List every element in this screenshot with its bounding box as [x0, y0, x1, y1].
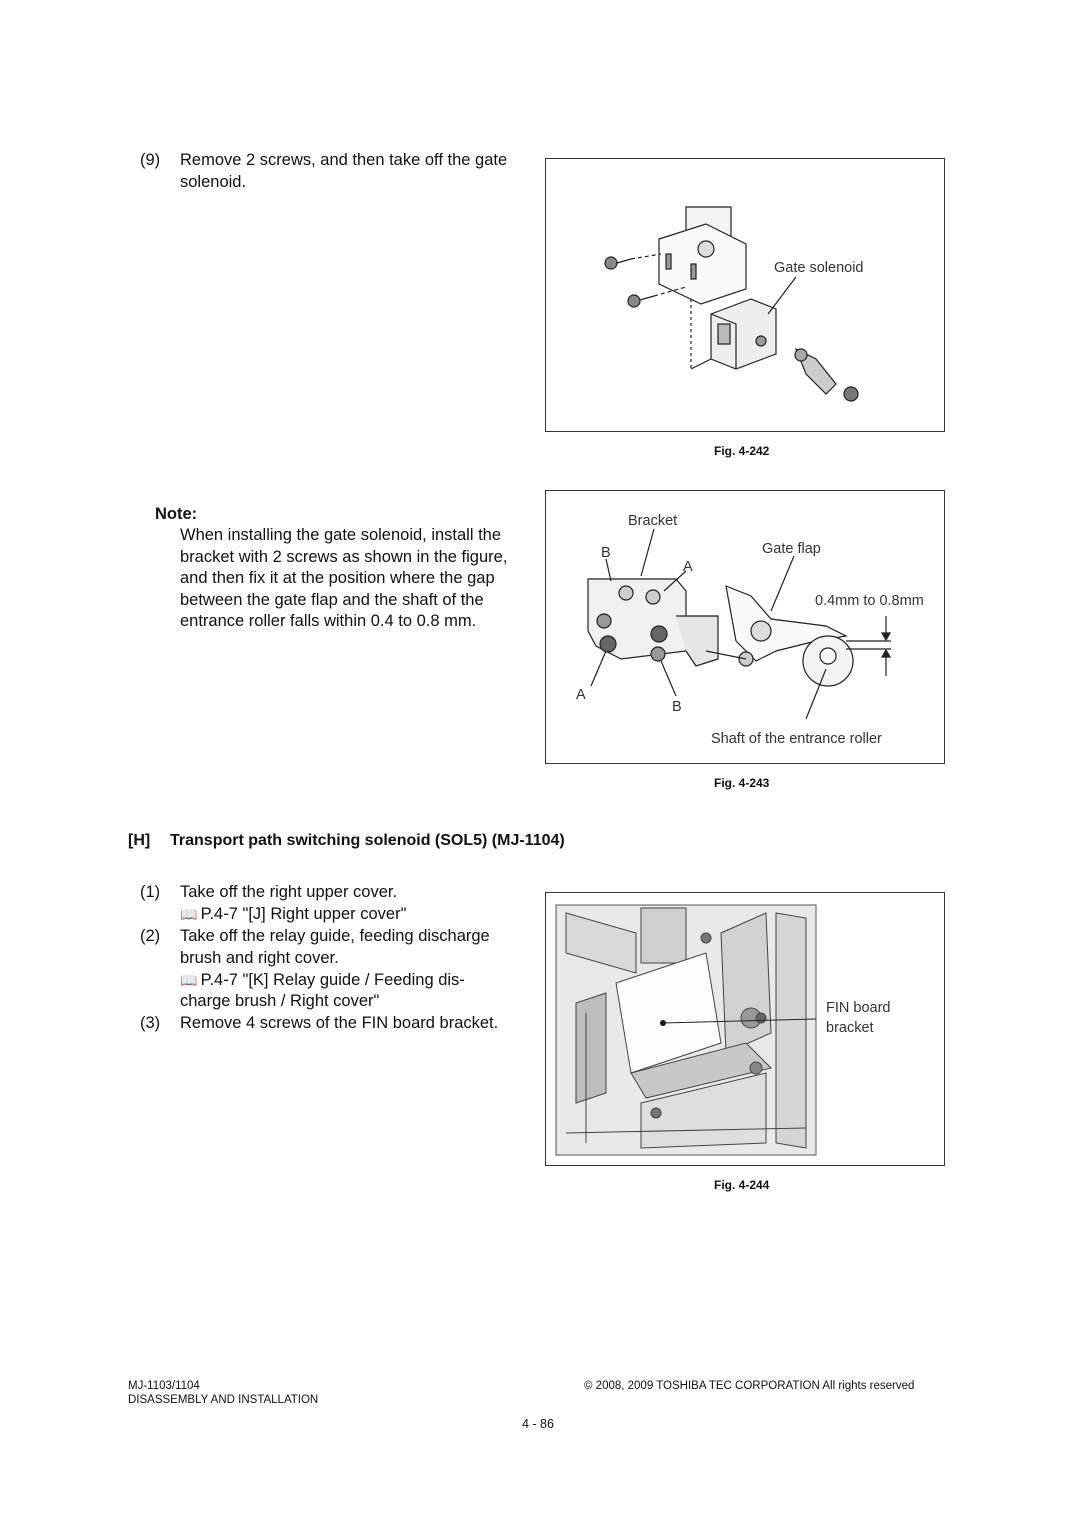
figure-244-caption: Fig. 4-244: [714, 1178, 770, 1192]
gate-solenoid-label: Gate solenoid: [774, 260, 864, 276]
step-1-reference-text: P.4-7 "[J] Right upper cover": [200, 905, 407, 923]
step-3-number: (3): [140, 1014, 161, 1032]
step-2-text-line1: Take off the relay guide, feeding discharge: [180, 927, 490, 945]
figure-242-caption: Fig. 4-242: [714, 444, 770, 458]
fin-board-label-line2: bracket: [826, 1020, 874, 1036]
gate-flap-label: Gate flap: [762, 541, 821, 557]
section-h-tag: [H]: [128, 832, 151, 849]
step-9-number: (9): [140, 151, 161, 169]
shaft-label: Shaft of the entrance roller: [711, 731, 882, 747]
footer-model: MJ-1103/1104: [128, 1380, 200, 1392]
gap-label: 0.4mm to 0.8mm: [815, 593, 924, 609]
step-9-text-line2: solenoid.: [180, 173, 247, 191]
step-2-reference-line2: charge brush / Right cover": [180, 992, 380, 1010]
step-2-number: (2): [140, 927, 161, 945]
step-2-reference-line1: P.4-7 "[K] Relay guide / Feeding dis-: [200, 971, 465, 989]
letter-b-bottom: B: [672, 699, 682, 715]
step-1-number: (1): [140, 883, 161, 901]
letter-b-top: B: [601, 545, 611, 561]
page-number: 4 - 86: [522, 1417, 554, 1431]
step-1-reference[interactable]: [180, 904, 406, 926]
note-line-5: entrance roller falls within 0.4 to 0.8 mm.: [180, 612, 477, 630]
gate-flap-adjustment-illustration: [546, 491, 944, 763]
fin-board-bracket-photo: [546, 893, 944, 1165]
fin-board-label-line1: FIN board: [826, 1000, 891, 1016]
note-line-1: When installing the gate solenoid, install the: [180, 526, 502, 544]
step-1-text: Take off the right upper cover.: [180, 883, 398, 901]
letter-a-bottom: A: [576, 687, 586, 703]
note-line-4: between the gate flap and the shaft of the: [180, 591, 484, 609]
note-title: Note:: [155, 505, 198, 523]
letter-a-top: A: [683, 559, 693, 575]
step-2-reference[interactable]: [180, 970, 465, 992]
footer-copyright: © 2008, 2009 TOSHIBA TEC CORPORATION All rights reserved: [584, 1380, 915, 1392]
book-icon: 📖: [180, 906, 198, 922]
step-2-text-line2: brush and right cover.: [180, 949, 339, 967]
step-3-text: Remove 4 screws of the FIN board bracket.: [180, 1014, 499, 1032]
section-h-title: Transport path switching solenoid (SOL5) (MJ-1104): [170, 832, 565, 849]
figure-242: [545, 158, 945, 432]
figure-243: [545, 490, 945, 764]
note-line-2: bracket with 2 screws as shown in the figure,: [180, 548, 508, 566]
figure-244: [545, 892, 945, 1166]
note-line-3: and then fix it at the position where the gap: [180, 569, 495, 587]
book-icon: 📖: [180, 972, 198, 988]
step-9-text-line1: Remove 2 screws, and then take off the gate: [180, 151, 508, 169]
gate-solenoid-illustration: [546, 159, 944, 431]
bracket-label: Bracket: [628, 513, 678, 529]
figure-243-caption: Fig. 4-243: [714, 776, 770, 790]
footer-section: DISASSEMBLY AND INSTALLATION: [128, 1394, 319, 1406]
